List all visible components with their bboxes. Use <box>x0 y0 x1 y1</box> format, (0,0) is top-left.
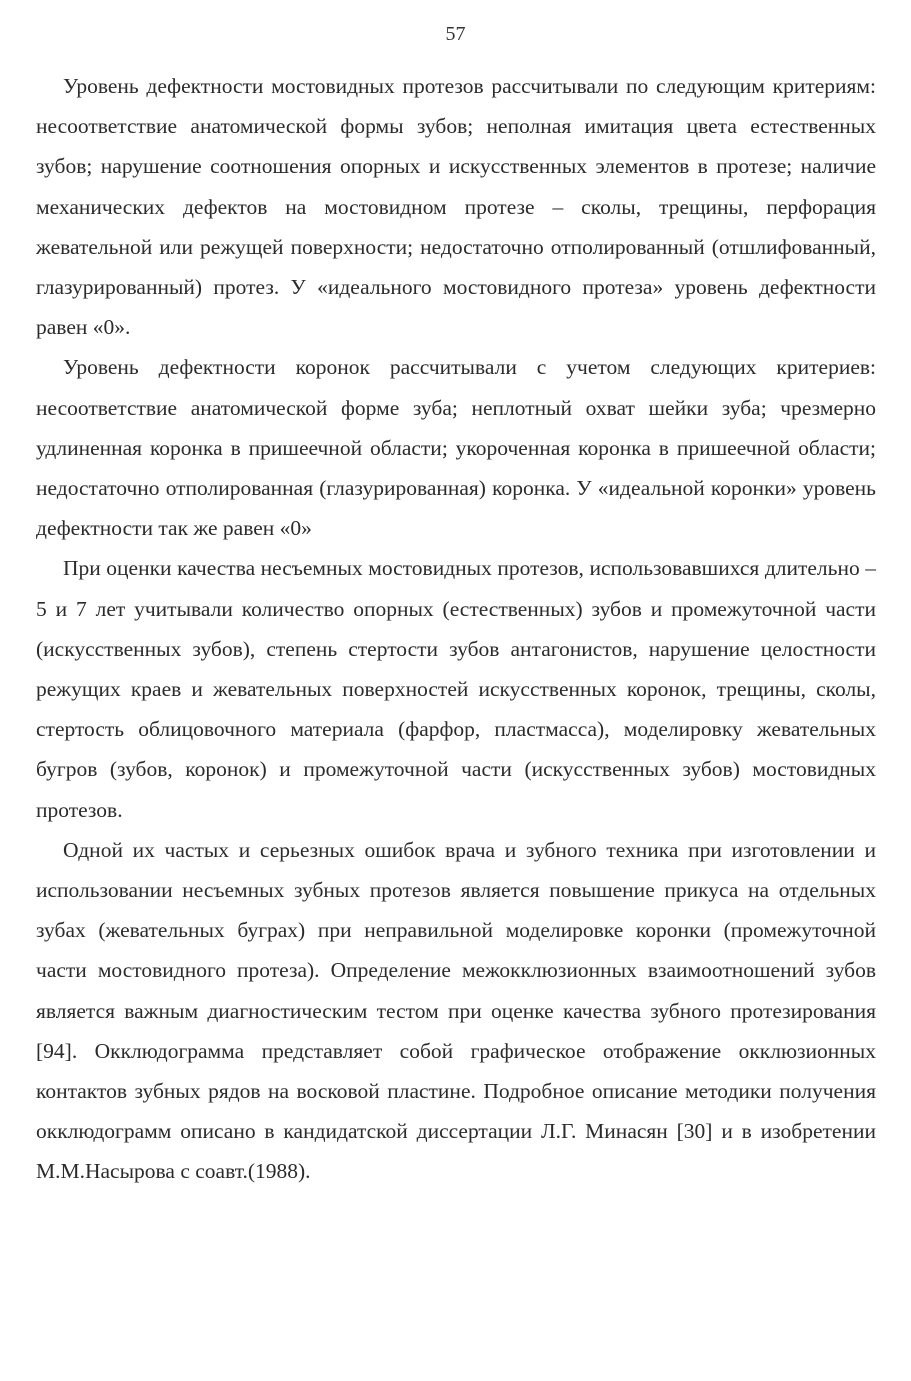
paragraph-bridge-defects: Уровень дефектности мостовидных протезов рассчитывали по следующим критериям: несоответствие анатомической формы зубов; неполная имитация цвета естественных зубов; нарушение соотношения опорных и искусственных элементов в протезе; наличие механических дефектов на мостовидном протезе – сколы, трещины, перфорация жевательной или режущей поверхности; недостаточно отполированный (отшлифованный, глазурированный) протез. У «идеального мостовидного протеза» уровень дефектности равен «0». <box>36 74 876 340</box>
page-number: 57 <box>445 23 466 45</box>
paragraph-crown-defects: Уровень дефектности коронок рассчитывали с учетом следующих критериев: несоответствие анатомической форме зуба; неплотный охват шейки зуба; чрезмерно удлиненная коронка в пришеечной области; укороченная коронка в пришеечной области; недостаточно отполированная (глазурированная) коронка. У «идеальной коронки» уровень дефектности так же равен «0» <box>36 355 876 541</box>
paragraph-occlusion-errors: Одной их частых и серьезных ошибок врача и зубного техника при изготовлении и использовании несъемных зубных протезов является повышение прикуса на отдельных зубах (жевательных буграх) при неправильной моделировке коронки (промежуточной части мостовидного протеза). Определение межокклюзионных взаимоотношений зубов является важным диагностическим тестом при оценке качества зубного протезирования [94]. Окклюдограмма представляет собой графическое отображение окклюзионных контактов зубных рядов на восковой пластине. Подробное описание методики получения окклюдограмм описано в кандидатской диссертации Л.Г. Минасян [30] и в изобретении М.М.Насырова с соавт.(1988). <box>36 837 876 1184</box>
paragraph-long-term-evaluation: При оценки качества несъемных мостовидных протезов, использовавшихся длительно – 5 и 7 лет учитывали количество опорных (естественных) зубов и промежуточной части (искусственных зубов), степень стертости зубов антагонистов, нарушение целостности режущих краев и жевательных поверхностей искусственных коронок, трещины, сколы, стертость облицовочного материала (фарфор, пластмасса), моделировку жевательных бугров (зубов, коронок) и промежуточной части (искусственных зубов) мостовидных протезов. <box>36 556 876 822</box>
body-text <box>36 66 876 1192</box>
